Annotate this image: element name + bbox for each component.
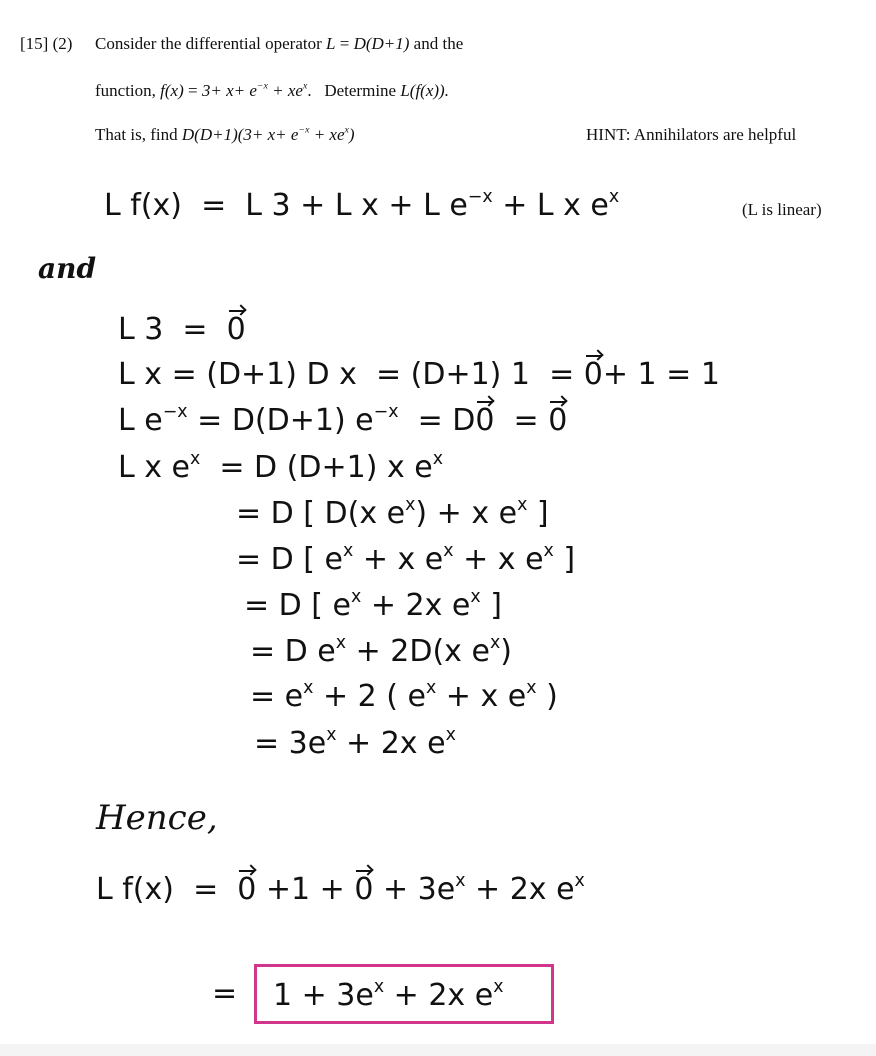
zero-vector: 0 <box>226 312 246 347</box>
hence-word: Hence, <box>96 798 218 838</box>
problem-line1-text: Consider the differential operator <box>95 34 322 53</box>
linear-note: (L is linear) <box>742 200 822 219</box>
derivation-line: = $e^x + 2$ ( $e^x + x$ $e^x$ ) <box>250 677 558 714</box>
zero-vector: 0 <box>548 403 568 438</box>
problem-line-1: Consider the differential operator L = D(D+1) and the <box>95 34 464 53</box>
problem-line-2: function, $f(x) = 3+ x+ e^{-x} + xe^x$. Determine L(f(x)). <box>95 80 449 100</box>
operator-definition: D(D+1) <box>353 34 410 53</box>
and-word: and <box>38 252 97 285</box>
step-l3: L 3 = 0 <box>118 312 246 347</box>
step-l-e-minus-x: L $e^{-x} = D(D+1) e^{-x} = D0 = 0$ <box>118 401 568 438</box>
final-line: L $f(x) = 0 +1 + 0 + 3e^x + 2x$ $e^x$ <box>96 870 585 907</box>
derivation-line: = D $e^x + 2D(x$ $e^x$) <box>250 632 512 669</box>
find-expression: $D(D+1)(3+ x+ e^{-x} + xe^x)$ <box>181 124 355 144</box>
linearity-line: L f(x) = L 3 + L x + L $e^{-x} + L$ x $e^x$ <box>104 186 620 223</box>
step-l-x-e-x: L x $e^x = D$ (D+1) x $e^x$ <box>118 448 443 485</box>
hint-text: HINT: Annihilators are helpful <box>586 125 797 144</box>
derivation-line: = $3e^x + 2x$ $e^x$ <box>254 724 456 761</box>
problem-line-3: That is, find $D(D+1)(3+ x+ e^{-x} + xe^x)$ <box>95 124 355 144</box>
operator-l: L <box>326 34 336 53</box>
zero-vector: 0 <box>583 357 603 392</box>
zero-vector: 0 <box>354 872 374 907</box>
derivation-line: = D [ $e^x + x$ $e^x + x$ $e^x$ ] <box>236 540 576 577</box>
derivation-line: = D [ D(x $e^x) + x$ $e^x$ ] <box>236 494 549 531</box>
function-name: f(x) <box>160 81 184 100</box>
zero-vector: 0 <box>237 872 257 907</box>
step-lx: L x = (D+1) D x = (D+1) 1 = 0+ 1 = 1 <box>118 357 720 392</box>
zero-vector: 0 <box>475 403 495 438</box>
answer-box <box>254 964 554 1024</box>
final-answer: $1 + 3e^x + 2x$ $e^x$ <box>273 976 504 1013</box>
page-bottom-band <box>0 1044 876 1056</box>
problem-number: [15] (2) <box>20 34 73 53</box>
derivation-line: = D [ $e^x + 2x$ $e^x$ ] <box>244 586 502 623</box>
function-rhs: $3+ x+ e^{-x} + xe^x$ <box>201 80 308 100</box>
answer-equals: = <box>212 976 238 1011</box>
determine-target: L(f(x)). <box>400 81 449 100</box>
